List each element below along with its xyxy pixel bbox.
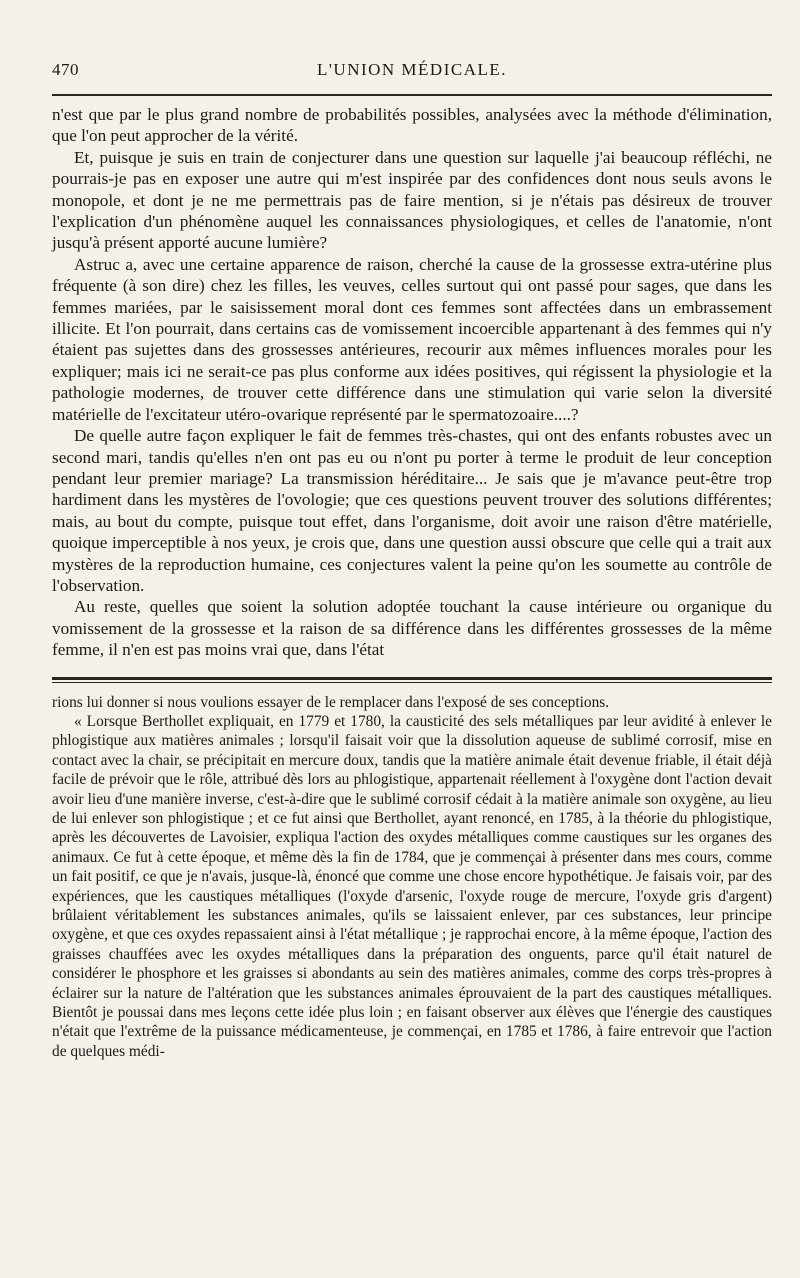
header-rule (52, 94, 772, 96)
body-paragraph: Astruc a, avec une certaine apparence de raison, cherché la cause de la grossesse extra-utérine plus fréquente (à son dire) chez les filles, les veuves, celles surtout qui ont passé pour sages, que dans les femmes mariées, par le saisissement moral dont ces femmes sont affectées dans un embrassement illicite. Et l'on pourrait, dans certains cas de vomissement incoercible appartenant à des femmes qui n'y étaient pas sujettes dans des grossesses antérieures, recourir aux mêmes influences morales pour les expliquer; mais ici ne serait-ce pas plus conforme aux idées positives, qui régissent la physiologie et la pathologie modernes, de trouver cette différence dans une stimulation qui varie selon la diversité matérielle de l'excitateur utéro-ovarique représenté par le spermatozoaire....? (52, 254, 772, 424)
footnote (52, 693, 772, 1062)
page-number: 470 (52, 60, 79, 79)
body-paragraph: Et, puisque je suis en train de conjecturer dans une question sur laquelle j'ai beaucoup réfléchi, ne pourrais-je pas en exposer une autre qui m'est inspirée par des confidences dont nous seuls avons le monopole, et dont je ne me permettrais pas de faire mention, si je n'étais pas désireux de trouver l'explication d'un phénomène auquel les connaissances physiologiques, et celles de l'anatomie, n'ont jusqu'à présent apporté aucune lumière? (52, 147, 772, 253)
main-text (52, 104, 772, 661)
footnote-rule-thin (52, 682, 772, 683)
footnote-paragraph: rions lui donner si nous voulions essayer de le remplacer dans l'exposé de ses conceptions. (52, 693, 610, 711)
body-paragraph: Au reste, quelles que soient la solution adoptée touchant la cause intérieure ou organique du vomissement de la grossesse et la raison de sa différence dans les différentes grossesses de la même femme, il n'en est pas moins vrai que, dans l'état (52, 597, 772, 660)
footnote-rule (52, 677, 772, 680)
body-paragraph: De quelle autre façon expliquer le fait de femmes très-chastes, qui ont des enfants robustes avec un second mari, tandis qu'elles n'en ont pas eu ou n'ont pu porter à terme le produit de leur conception pendant leur premier mariage? La transmission héréditaire... Je sais que je m'avance peut-être trop hardiment dans les mystères de l'ovologie; que ces questions peuvent trouver des solutions différentes; mais, au bout du compte, puisque tout effet, dans l'organisme, doit avoir une raison d'être matérielle, quoique imperceptible à nos yeux, je crois que, dans une question aussi obscure que celle qui a trait aux mystères de la reproduction humaine, ces conjectures valent la peine qu'on les soumette au contrôle de l'observation. (52, 426, 772, 595)
footnote-paragraph: « Lorsque Berthollet expliquait, en 1779 et 1780, la causticité des sels métalliques par leur avidité à enlever le phlogistique aux matières animales ; lorsqu'il faisait voir que la dissolution aqueuse de sublimé corrosif, mise en contact avec la chair, se précipitait en mercure doux, tandis que la matière animale était devenue friable, il était déjà facile de prévoir que le rôle, attribué dès lors au phlogistique, appartenait réellement à l'oxygène dont l'action devait avoir lieu d'une manière inverse, c'est-à-dire que le sublimé corrosif cédait à la matière animale son oxygène, au lieu de lui enlever son phlogistique ; et ce fut ainsi que Berthollet, ayant renoncé, en 1785, à la théorie du phlogistique, après les découvertes de Lavoisier, expliqua l'action des oxydes métalliques comme caustiques sur les organes des animaux. Ce fut à cette époque, et même dès la fin de 1784, que je commençai à présenter dans mes cours, comme un fait positif, ce que je n'avais, jusque-là, énoncé que comme une chose encore hypothétique. Je faisais voir, par des expériences, que les caustiques métalliques (l'oxyde d'arsenic, l'oxyde rouge de mercure, l'oxyde gris d'argent) brûlaient véritablement les substances animales, qu'ils se laissaient enlever, par ces substances, leur principe oxygène, et que ces oxydes repassaient ainsi à l'état métallique ; je rapprochai encore, à la même époque, l'action des graisses chauffées avec les oxydes métalliques dans la préparation des onguents, parce qu'il était naturel de considérer le phosphore et les graisses si abondants au sein des matières animales, comme des corps très-propres à éclairer sur la nature de l'altération que les substances animales éprouvaient de la part des caustiques métalliques. Bientôt je poussai dans mes leçons cette idée plus loin ; en faisant observer aux élèves que l'énergie des caustiques n'était que l'extrême de la puissance médicamenteuse, je commençai, en 1785 et 1786, à faire entrevoir que l'action de quelques médi- (52, 712, 772, 1060)
page-header (52, 58, 772, 84)
running-head: L'UNION MÉDICALE. (316, 60, 508, 79)
body-paragraph: n'est que par le plus grand nombre de probabilités possibles, analysées avec la méthode d'élimination, que l'on peut approcher de la vérité. (52, 105, 772, 146)
